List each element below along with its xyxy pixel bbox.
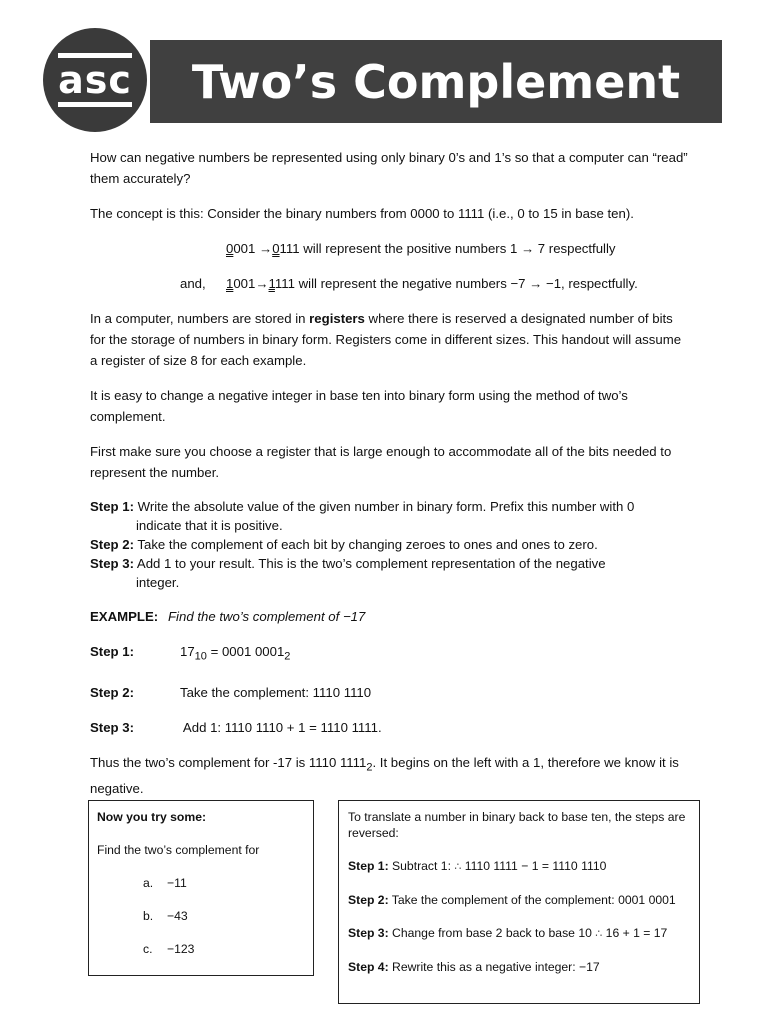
example-step-1-a: 17 (180, 644, 195, 659)
example-step-1-sub-a: 10 (194, 650, 207, 663)
step-3-label: Step 3: (90, 556, 134, 571)
example-step-3-text: Add 1: 1110 1110 + 1 = 1110 1111. (180, 719, 382, 735)
reverse-step-1 (348, 858, 690, 875)
intro-question: How can negative numbers be represented using only binary 0’s and 1’s so that a computer can “read” them accurately? (90, 150, 688, 186)
reverse-step-2 (348, 892, 690, 908)
reverse-step-3-post: 16 + 1 = 17 (602, 926, 668, 940)
example-step-3-label: Step 3: (90, 719, 134, 735)
practice-item-value: −43 (167, 909, 188, 923)
step-3 (90, 554, 690, 592)
reverse-step-2-label: Step 2: (348, 893, 389, 907)
practice-item-marker: b. (143, 909, 154, 923)
asc-logo-text (58, 57, 132, 103)
logo-label: asc (58, 58, 132, 102)
reverse-step-4 (348, 959, 690, 975)
first-paragraph: First make sure you choose a register that is large enough to accommodate all of the bits needed to represent the number. (90, 444, 672, 480)
step-1-label: Step 1: (90, 499, 134, 514)
reverse-step-1-label: Step 1: (348, 859, 389, 873)
registers-term: registers (309, 311, 365, 326)
intro-concept: The concept is this: Consider the binary numbers from 0000 to 1111 (i.e., 0 to 15 in base ten). (90, 206, 634, 221)
negative-prefix-2: 1 (268, 276, 275, 291)
practice-item (97, 908, 305, 924)
logo-top-bar (58, 53, 132, 58)
negative-text-2: 111 will represent the negative numbers −7 → −1, respectfully. (274, 276, 638, 291)
practice-item-value: −11 (167, 876, 187, 890)
step-2-text: Take the complement of each bit by changing zeroes to ones and ones to zero. (133, 537, 598, 552)
reverse-step-2-text: Take the complement of the complement: 0001 0001 (388, 893, 676, 907)
registers-pre: In a computer, numbers are stored in (90, 311, 310, 326)
practice-heading: Now you try some: (97, 810, 207, 824)
negative-prefix-1: 1 (226, 276, 234, 291)
example-step-1 (90, 641, 690, 668)
positive-prefix-2: 0 (272, 241, 280, 256)
practice-item-marker: a. (143, 876, 154, 890)
example-heading (90, 606, 690, 627)
reverse-intro: To translate a number in binary back to base ten, the steps are reversed: (348, 810, 686, 840)
example-step-2 (90, 682, 690, 703)
registers-paragraph (90, 308, 690, 371)
step-2 (90, 535, 690, 554)
example-step-2-text: Take the complement: 1110 1110 (180, 684, 372, 700)
example-step-1-sub-b: 2 (284, 650, 291, 663)
negative-text-1: 001→ (233, 276, 269, 291)
example-prompt: Find the two’s complement of −17 (168, 609, 366, 624)
reverse-step-3 (348, 925, 690, 942)
steps-list (90, 497, 690, 592)
registers-post: where there is reserved a designated number of bits for the storage of numbers in binary form. Registers come in different sizes. This handout will assume a register of size 8 for each example. (90, 311, 682, 368)
method-paragraph: It is easy to change a negative integer in base ten into binary form using the method of two’s complement. (90, 388, 628, 424)
example-step-1-label: Step 1: (90, 644, 134, 659)
conclusion-pre: Thus the two’s complement for -17 is 1110 1111 (90, 754, 367, 770)
practice-item (97, 941, 305, 957)
therefore-icon: ∴ (454, 861, 462, 873)
and-label: and, (180, 276, 206, 291)
conclusion-paragraph (90, 752, 690, 800)
reverse-step-1-pre: Subtract 1: (388, 859, 455, 873)
reverse-step-4-text: Rewrite this as a negative integer: −17 (388, 960, 600, 974)
practice-box (88, 800, 314, 976)
therefore-icon: ∴ (595, 928, 603, 940)
practice-list (97, 875, 305, 957)
positive-representation (90, 238, 690, 259)
document-body (90, 147, 690, 813)
reverse-step-3-pre: Change from base 2 back to base 10 (388, 926, 596, 940)
example-step-1-b: = 0001 0001 (206, 644, 285, 659)
title-banner (150, 40, 722, 123)
positive-text-2: 111 will represent the positive numbers 1 → 7 respectfully (279, 241, 616, 256)
negative-representation (90, 273, 690, 294)
practice-item-marker: c. (143, 942, 153, 956)
step-1-cont: indicate that it is positive. (136, 518, 283, 533)
conclusion-post: . It begins on the left with a 1, therefore we know it is negative. (90, 754, 679, 797)
step-3-cont: integer. (136, 575, 180, 590)
practice-item-value: −123 (167, 942, 195, 956)
reverse-step-3-label: Step 3: (348, 926, 389, 940)
step-3-text: Add 1 to your result. This is the two’s complement representation of the negative (133, 556, 606, 571)
step-2-label: Step 2: (90, 537, 134, 552)
example-label: EXAMPLE: (90, 609, 159, 624)
asc-logo (43, 28, 147, 132)
example-step-3 (90, 717, 690, 738)
step-1 (90, 497, 690, 535)
positive-prefix-1: 0 (226, 241, 234, 256)
example-step-2-label: Step 2: (90, 684, 134, 700)
reverse-steps-box (338, 800, 700, 1004)
page-title: Two’s Complement (191, 54, 681, 109)
step-1-text: Write the absolute value of the given number in binary form. Prefix this number with 0 (133, 499, 635, 514)
conclusion-sub: 2 (366, 761, 373, 774)
practice-item (97, 875, 305, 891)
reverse-step-4-label: Step 4: (348, 960, 389, 974)
reverse-step-1-post: 1110 1111 − 1 = 1110 1110 (461, 859, 607, 873)
positive-text-1: 001 → (233, 241, 273, 256)
practice-subheading: Find the two’s complement for (97, 843, 260, 857)
logo-bottom-bar (58, 102, 132, 107)
